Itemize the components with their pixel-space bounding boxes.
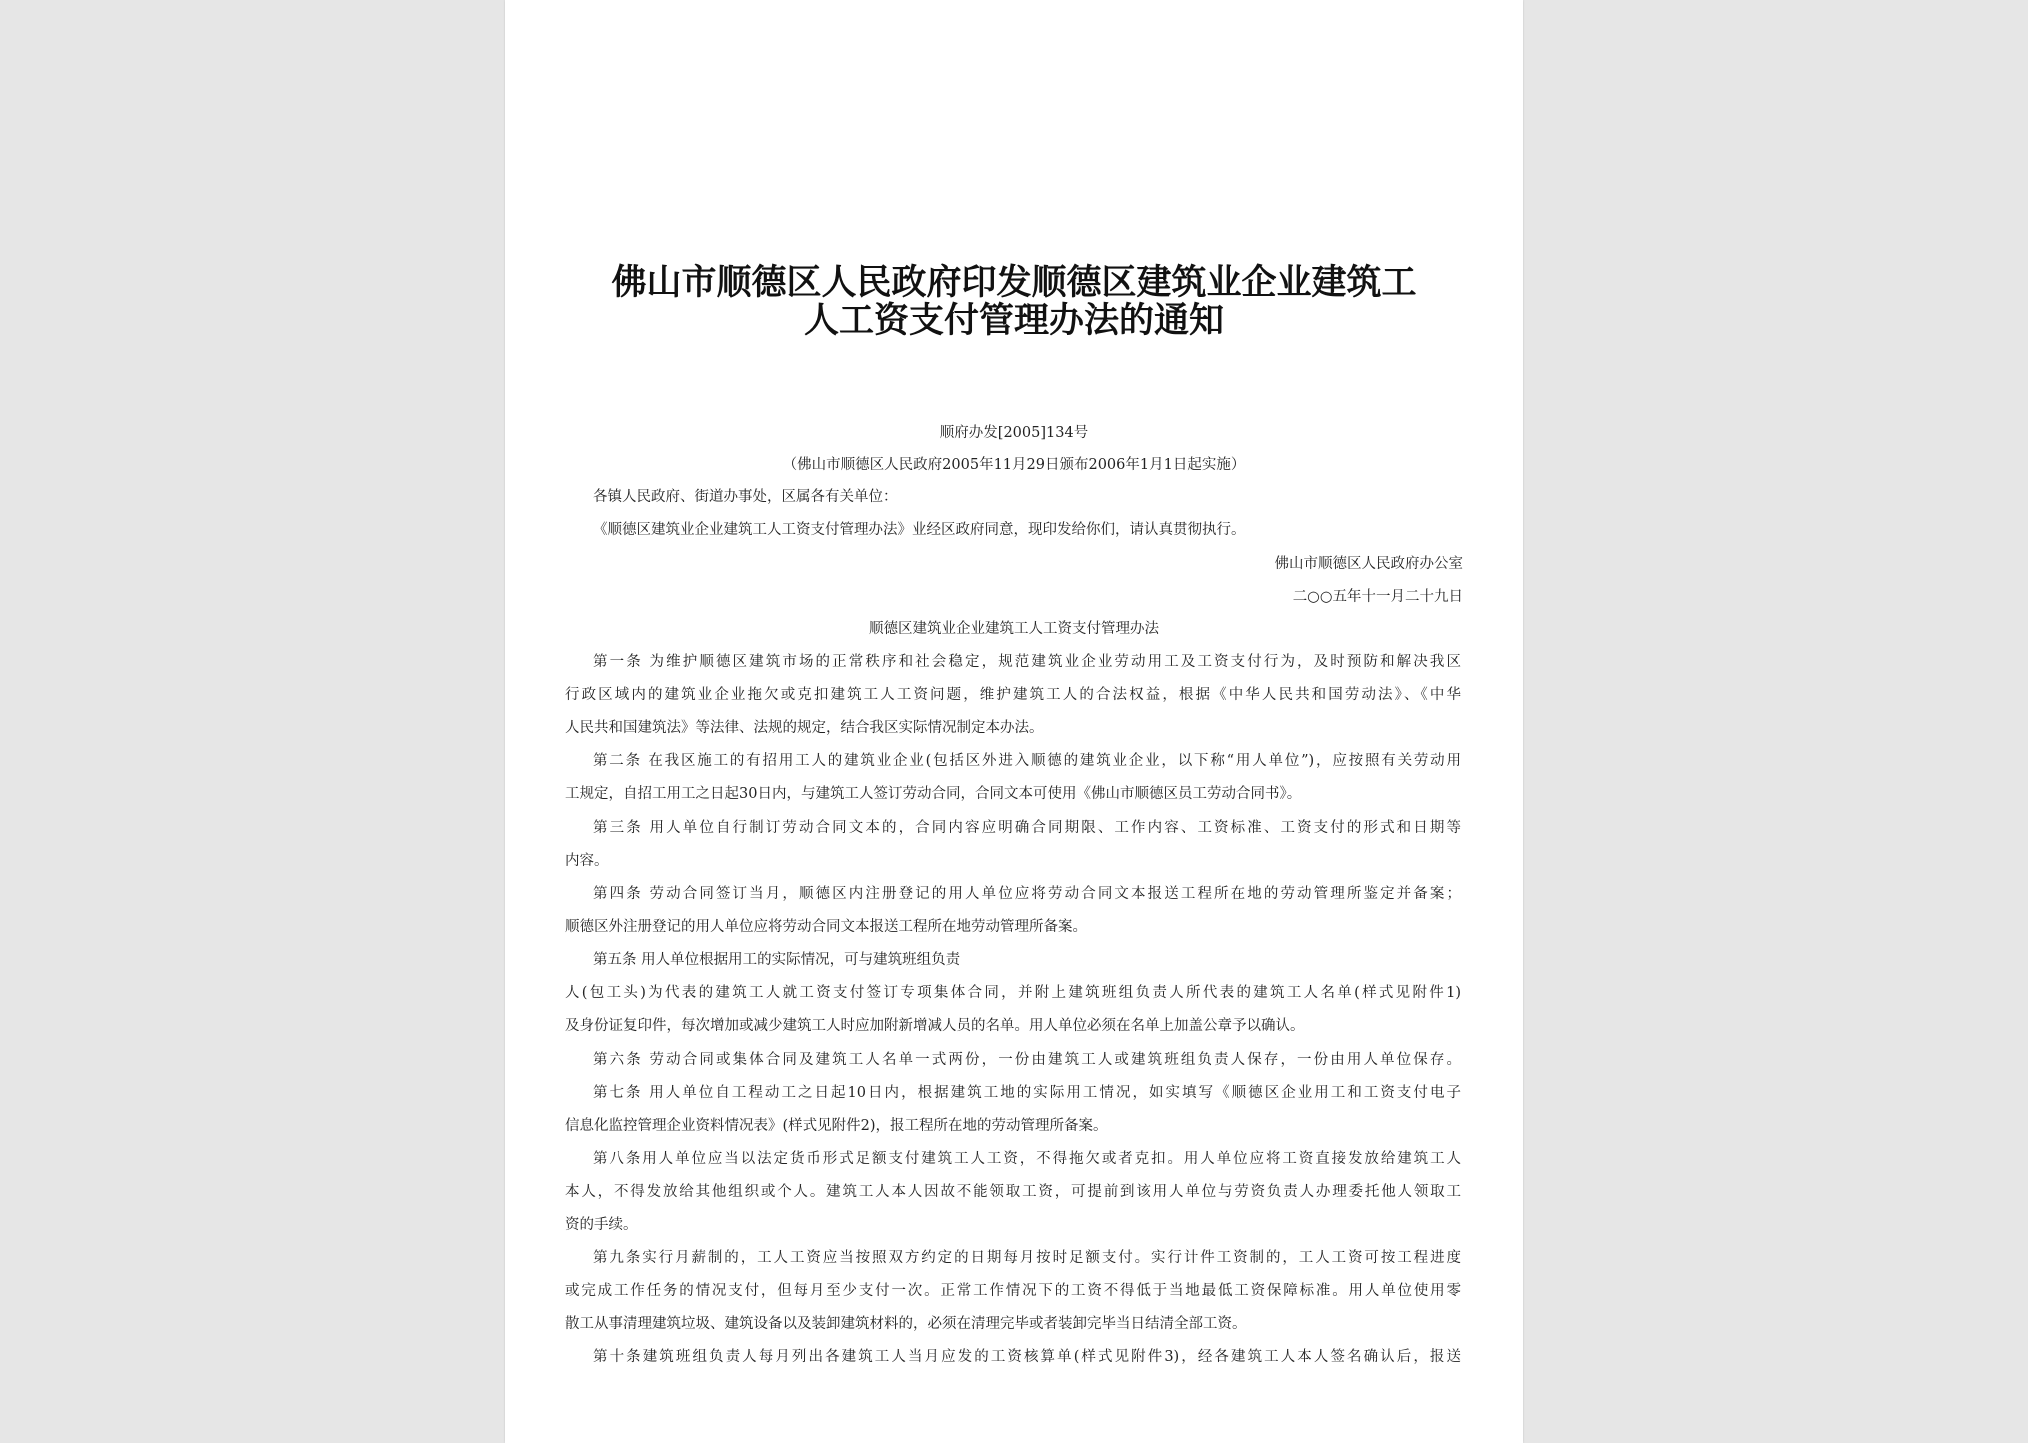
body-line: 第八条用人单位应当以法定货币形式足额支付建筑工人工资，不得拖欠或者克扣。用人单位应将工资直接发放给建筑工人 xyxy=(593,1151,1461,1167)
document-page xyxy=(505,0,1523,1443)
document-title-line-2: 人工资支付管理办法的通知 xyxy=(803,300,1224,341)
body-line: 第七条 用人单位自工程动工之日起10日内，根据建筑工地的实际用工情况，如实填写《顺德区企业用工和工资支付电子 xyxy=(593,1085,1461,1101)
body-line: 本人，不得发放给其他组织或个人。建筑工人本人因故不能领取工资，可提前到该用人单位与劳资负责人办理委托他人领取工 xyxy=(565,1184,1461,1200)
body-line: 及身份证复印件，每次增加或减少建筑工人时应加附新增减人员的名单。用人单位必须在名单上加盖公章予以确认。 xyxy=(565,1018,1305,1034)
issuer: 佛山市顺德区人民政府办公室 xyxy=(1274,556,1463,572)
body-line: 第四条 劳动合同签订当月，顺德区内注册登记的用人单位应将劳动合同文本报送工程所在地的劳动管理所鉴定并备案； xyxy=(593,886,1461,902)
body-line: 顺德区外注册登记的用人单位应将劳动合同文本报送工程所在地劳动管理所备案。 xyxy=(565,919,1087,935)
body-line: 第三条 用人单位自行制订劳动合同文本的，合同内容应明确合同期限、工作内容、工资标准、工资支付的形式和日期等 xyxy=(593,820,1461,836)
regulation-subtitle: 顺德区建筑业企业建筑工人工资支付管理办法 xyxy=(869,621,1159,637)
body-line: 或完成工作任务的情况支付，但每月至少支付一次。正常工作情况下的工资不得低于当地最低工资保障标准。用人单位使用零 xyxy=(565,1283,1461,1299)
issue-date: 二○○五年十一月二十九日 xyxy=(1292,589,1463,605)
body-line: 人(包工头)为代表的建筑工人就工资支付签订专项集体合同，并附上建筑班组负责人所代表的建筑工人名单(样式见附件1) xyxy=(565,985,1461,1001)
document-title-line-1: 佛山市顺德区人民政府印发顺德区建筑业企业建筑工 xyxy=(611,262,1417,303)
body-line: 信息化监控管理企业资料情况表》(样式见附件2)，报工程所在地的劳动管理所备案。 xyxy=(565,1118,1108,1134)
body-line: 第十条建筑班组负责人每月列出各建筑工人当月应发的工资核算单(样式见附件3)，经各建筑工人本人签名确认后，报送 xyxy=(593,1349,1461,1365)
body-line: 第二条 在我区施工的有招用工人的建筑业企业(包括区外进入顺德的建筑业企业，以下称“用人单位”)，应按照有关劳动用 xyxy=(593,753,1461,769)
body-line: 资的手续。 xyxy=(565,1217,638,1233)
body-line: 内容。 xyxy=(565,853,609,869)
intro-paragraph: 《顺德区建筑业企业建筑工人工资支付管理办法》业经区政府同意，现印发给你们，请认真贯彻执行。 xyxy=(593,522,1246,538)
issue-note: （佛山市顺德区人民政府2005年11月29日颁布2006年1月1日起实施） xyxy=(782,457,1246,473)
body-line: 工规定，自招工用工之日起30日内，与建筑工人签订劳动合同，合同文本可使用《佛山市顺德区员工劳动合同书》。 xyxy=(565,786,1302,802)
body-line: 第九条实行月薪制的，工人工资应当按照双方约定的日期每月按时足额支付。实行计件工资制的，工人工资可按工程进度 xyxy=(593,1250,1461,1266)
body-line: 人民共和国建筑法》等法律、法规的规定，结合我区实际情况制定本办法。 xyxy=(565,720,1044,736)
body-line: 第五条 用人单位根据用工的实际情况，可与建筑班组负责 xyxy=(593,952,961,968)
body-line: 第一条 为维护顺德区建筑市场的正常秩序和社会稳定，规范建筑业企业劳动用工及工资支付行为，及时预防和解决我区 xyxy=(593,654,1461,670)
addressee: 各镇人民政府、街道办事处，区属各有关单位： xyxy=(593,489,898,505)
document-number: 顺府办发[2005]134号 xyxy=(939,425,1089,441)
body-line: 散工从事清理建筑垃圾、建筑设备以及装卸建筑材料的，必须在清理完毕或者装卸完毕当日结清全部工资。 xyxy=(565,1316,1247,1332)
body-line: 第六条 劳动合同或集体合同及建筑工人名单一式两份，一份由建筑工人或建筑班组负责人保存，一份由用人单位保存。 xyxy=(593,1052,1461,1068)
body-line: 行政区域内的建筑业企业拖欠或克扣建筑工人工资问题，维护建筑工人的合法权益，根据《中华人民共和国劳动法》、《中华 xyxy=(565,687,1461,703)
